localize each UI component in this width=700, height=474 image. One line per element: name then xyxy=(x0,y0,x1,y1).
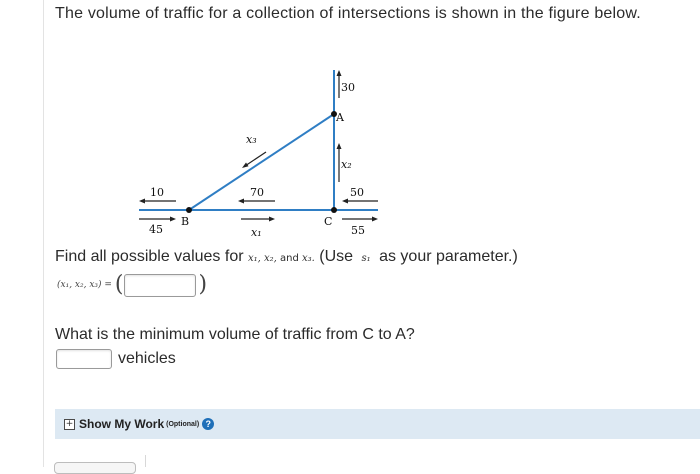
node-a-label: A xyxy=(336,111,344,124)
flow-arrowhead-top xyxy=(337,70,342,76)
problem-intro: The volume of traffic for a collection of intersections is shown in the figure below. xyxy=(55,5,641,22)
node-b-dot xyxy=(186,207,192,213)
flow-label-right-bottom: 55 xyxy=(351,224,365,237)
answer-line-1 xyxy=(57,271,207,299)
flow-label-x2: x₂ xyxy=(341,158,352,171)
node-c-label: C xyxy=(324,215,333,228)
help-icon[interactable]: ? xyxy=(202,418,214,430)
bottom-button-partial[interactable] xyxy=(54,462,136,474)
paren-open: ( xyxy=(114,272,124,297)
plus-box-icon[interactable]: + xyxy=(65,418,74,429)
answer-line-2 xyxy=(56,349,176,369)
flow-arrowhead-left-top xyxy=(139,199,145,204)
optional-label: (Optional) xyxy=(166,420,200,428)
answer-lhs: (x₁, x₂, x₃) = xyxy=(57,280,112,290)
paren-close: ) xyxy=(198,272,208,297)
flow-arrowhead-x3 xyxy=(242,163,249,169)
vehicles-unit: vehicles xyxy=(118,350,176,367)
question-1-and: and xyxy=(276,253,302,264)
flow-label-middle: 70 xyxy=(250,186,264,199)
flow-arrowhead-x2 xyxy=(337,143,342,149)
flow-arrowhead-middle xyxy=(238,199,244,204)
flow-label-top: 30 xyxy=(341,81,355,94)
question-1-param: s₁ xyxy=(361,253,371,264)
flow-label-left-top: 10 xyxy=(150,186,164,199)
question-1-prefix: Find all possible values for xyxy=(55,248,248,265)
flow-arrowhead-right-bottom xyxy=(372,217,378,222)
bottom-divider xyxy=(145,455,146,467)
flow-label-left-bottom: 45 xyxy=(149,223,163,236)
flow-arrow-x3 xyxy=(245,152,266,166)
flow-arrowhead-right-top xyxy=(342,199,348,204)
flow-label-right-top: 50 xyxy=(350,186,364,199)
question-1-suffix: as your parameter.) xyxy=(374,248,518,265)
node-b-label: B xyxy=(181,215,190,228)
flow-arrowhead-left-bottom xyxy=(170,217,176,222)
question-2: What is the minimum volume of traffic from C to A? xyxy=(55,326,415,343)
question-1-middle: (Use xyxy=(314,248,358,265)
flow-arrowhead-x1 xyxy=(269,217,275,222)
answer-input-min-volume[interactable] xyxy=(56,349,112,369)
question-1 xyxy=(55,248,518,266)
question-1-vars: x₁, x₂, xyxy=(247,253,277,264)
flow-label-x3: x₃ xyxy=(246,133,257,146)
question-1-var3: x₃. xyxy=(302,253,315,264)
node-c-dot xyxy=(331,207,337,213)
answer-input-xyz[interactable] xyxy=(124,274,196,297)
show-my-work-bar[interactable] xyxy=(55,409,700,439)
show-my-work-label[interactable]: Show My Work xyxy=(79,417,165,431)
flow-label-x1: x₁ xyxy=(251,226,262,239)
